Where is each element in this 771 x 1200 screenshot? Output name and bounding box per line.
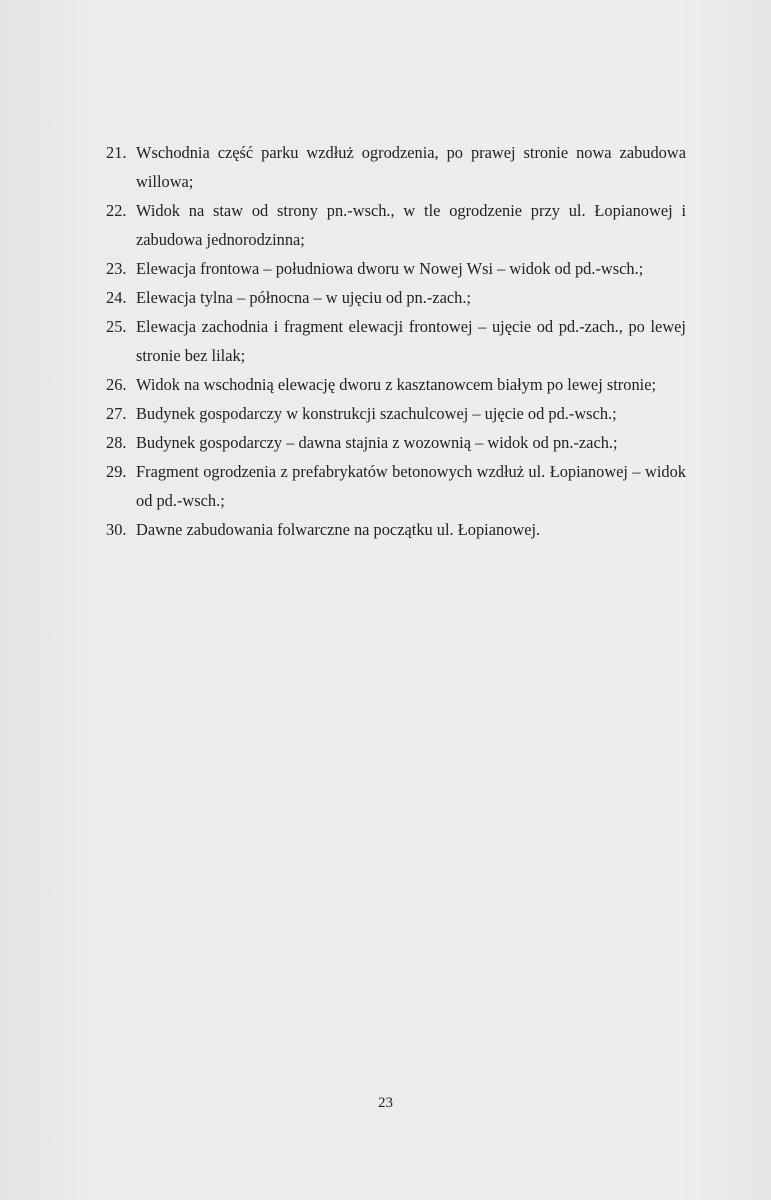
list-item	[106, 515, 686, 544]
list-item	[106, 254, 686, 283]
list-item-text: Dawne zabudowania folwarczne na początku ul. Łopianowej.	[136, 520, 541, 539]
list-item-text: Elewacja tylna – północna – w ujęciu od pn.-zach.;	[136, 288, 471, 307]
list-item	[106, 457, 686, 515]
list-item-number: 26.	[106, 375, 127, 394]
list-item-text: Elewacja frontowa – południowa dworu w Nowej Wsi – widok od pd.-wsch.;	[136, 259, 644, 278]
list-item-number: 21.	[106, 143, 127, 162]
list-item-text: Fragment ogrodzenia z prefabrykatów betonowych wzdłuż ul. Łopianowej – widok od pd.-wsch.;	[136, 462, 686, 510]
list-item	[106, 196, 686, 254]
list-item-number: 24.	[106, 288, 127, 307]
photo-caption-list	[106, 138, 686, 544]
list-item-number: 30.	[106, 520, 127, 539]
list-item-text: Budynek gospodarczy – dawna stajnia z wozownią – widok od pn.-zach.;	[136, 433, 618, 452]
list-item	[106, 312, 686, 370]
list-item-text: Wschodnia część parku wzdłuż ogrodzenia, po prawej stronie nowa zabudowa willowa;	[136, 143, 686, 191]
list-item	[106, 138, 686, 196]
list-item	[106, 283, 686, 312]
list-item-text: Elewacja zachodnia i fragment elewacji frontowej – ujęcie od pd.-zach., po lewej stronie bez lilak;	[136, 317, 686, 365]
list-item-number: 27.	[106, 404, 127, 423]
list-item-number: 23.	[106, 259, 127, 278]
list-item	[106, 428, 686, 457]
list-item-text: Budynek gospodarczy w konstrukcji szachulcowej – ujęcie od pd.-wsch.;	[136, 404, 617, 423]
list-item-number: 29.	[106, 462, 127, 481]
list-item-text: Widok na staw od strony pn.-wsch., w tle ogrodzenie przy ul. Łopianowej i zabudowa jednorodzinna;	[136, 201, 686, 249]
list-item-number: 28.	[106, 433, 127, 452]
page-number: 23	[378, 1095, 393, 1111]
list-item-number: 22.	[106, 201, 127, 220]
list-item	[106, 370, 686, 399]
list-item-text: Widok na wschodnią elewację dworu z kasztanowcem białym po lewej stronie;	[136, 375, 657, 394]
list-item	[106, 399, 686, 428]
list-item-number: 25.	[106, 317, 127, 336]
